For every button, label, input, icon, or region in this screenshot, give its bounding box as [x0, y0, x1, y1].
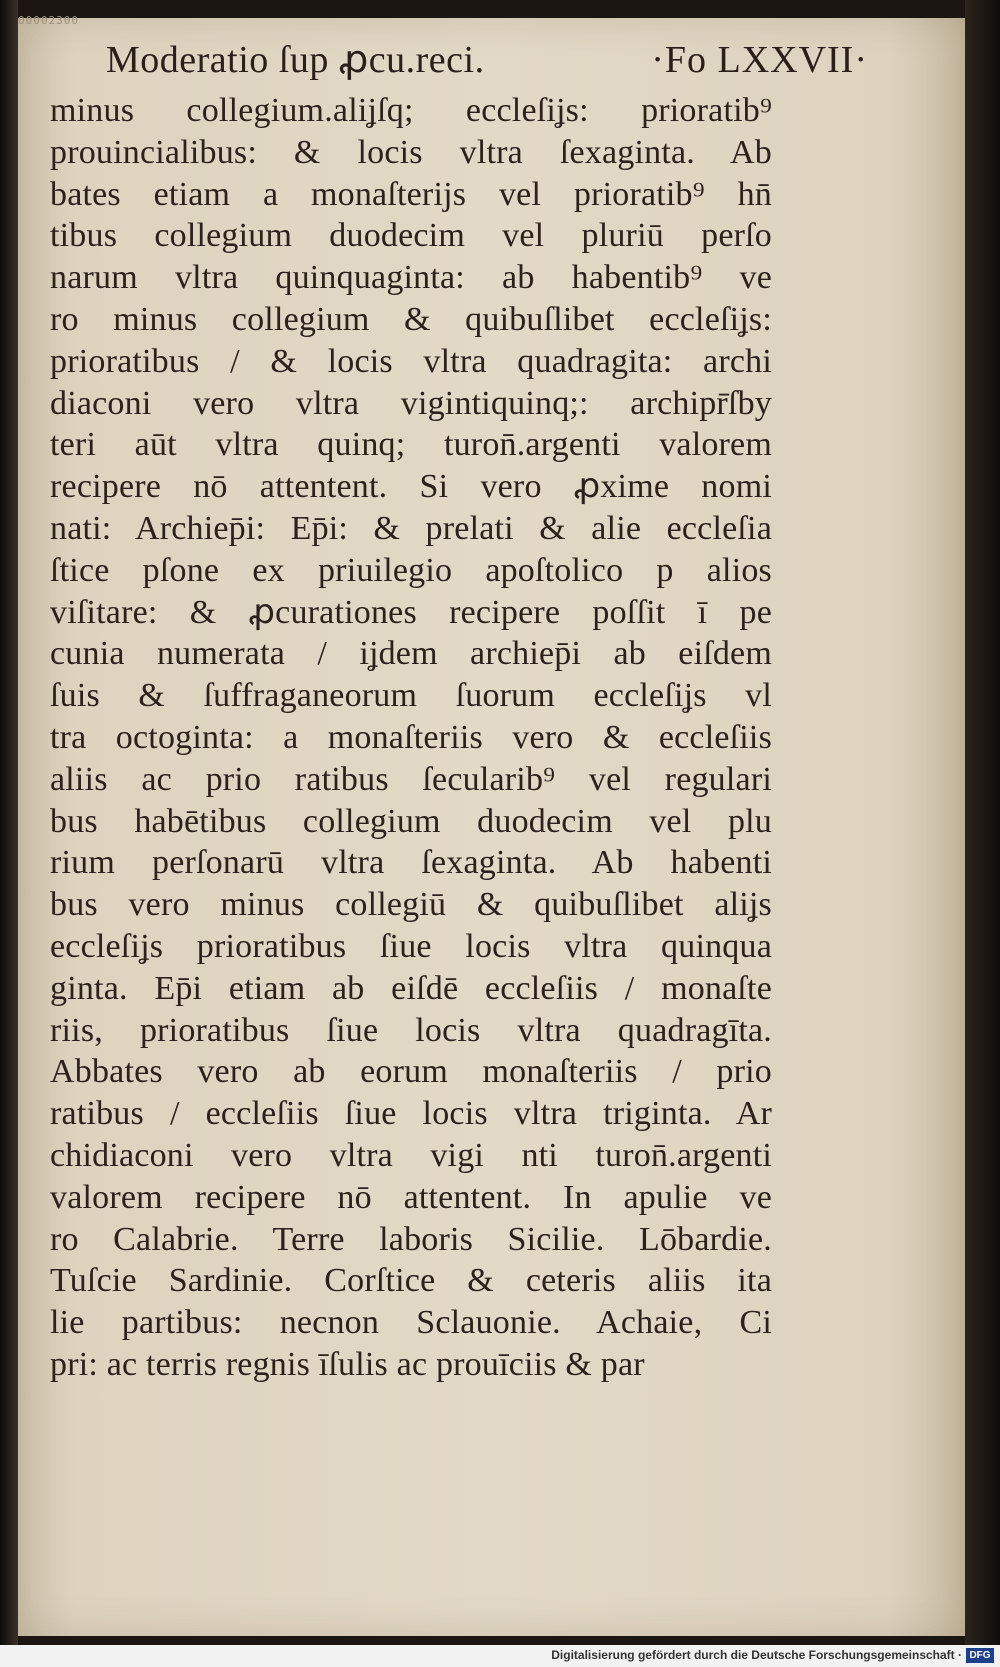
book-right-edge: [965, 0, 1000, 1667]
text-line: tra octoginta: a monaſteriis vero & eccleſiis: [50, 718, 772, 756]
text-line: viſitare: & ꝓcurationes recipere poſſit ī pe: [50, 593, 772, 631]
text-line: Tuſcie Sardinie. Corſtice & ceteris aliis ita: [50, 1262, 772, 1300]
scan-label: 00002300: [18, 14, 79, 27]
text-line: rium perſonarū vltra ſexaginta. Ab habenti: [50, 844, 772, 882]
text-line: bus habētibus collegium duodecim vel plu: [50, 802, 772, 840]
text-line: diaconi vero vltra vigintiquinq;: archipr̄ſby: [50, 384, 772, 422]
funding-credit: Digitalisierung gefördert durch die Deutsche Forschungsgemeinschaft ·: [551, 1648, 962, 1662]
dfg-logo-icon: DFG: [966, 1648, 994, 1663]
text-line: ginta. Ep̄i etiam ab eiſdē eccleſiis / monaſte: [50, 969, 772, 1007]
text-line: narum vltra quinquaginta: ab habentib⁹ ve: [50, 259, 772, 297]
text-line: lie partibus: necnon Sclauonie. Achaie, Ci: [50, 1304, 772, 1342]
text-line: riis, prioratibus ſiue locis vltra quadragīta.: [50, 1011, 772, 1049]
text-line: pri: ac terris regnis īſulis ac prouīciis & par: [50, 1345, 645, 1383]
text-line: ſuis & ſuffraganeorum ſuorum eccleſiʝs vl: [50, 677, 772, 715]
text-line: tibus collegium duodecim vel pluriū perſo: [50, 217, 772, 255]
text-line: Abbates vero ab eorum monaſteriis / prio: [50, 1053, 772, 1091]
text-line: bus vero minus collegiū & quibuſlibet aliʝs: [50, 886, 772, 924]
body-text: [50, 90, 772, 1386]
text-line: chidiaconi vero vltra vigi nti turon̄.argenti: [50, 1136, 772, 1174]
text-line: nati: Archiep̄i: Ep̄i: & prelati & alie eccleſia: [50, 509, 772, 547]
text-line: ratibus / eccleſiis ſiue locis vltra triginta. Ar: [50, 1095, 772, 1133]
text-line: ſtice pſone ex priuilegio apoſtolico p alios: [50, 551, 772, 589]
footer-bar: [0, 1645, 1000, 1667]
text-line: prioratibus / & locis vltra quadragita: archi: [50, 342, 772, 380]
text-line: ro minus collegium & quibuſlibet eccleſiʝs:: [50, 300, 772, 338]
text-line: valorem recipere nō attentent. In apulie ve: [50, 1178, 772, 1216]
text-line: recipere nō attentent. Si vero ꝓxime nomi: [50, 468, 772, 506]
text-line: ro Calabrie. Terre laboris Sicilie. Lōbardie.: [50, 1220, 772, 1258]
text-line: aliis ac prio ratibus ſecularib⁹ vel regulari: [50, 760, 772, 798]
text-line: minus collegium.aliʝſq; eccleſiʝs: prioratib⁹: [50, 92, 772, 129]
text-line: bates etiam a monaſterijs vel prioratib⁹ hn̄: [50, 175, 772, 213]
folio-number: ·Fo LXXVII·: [651, 39, 868, 81]
running-head-title: Moderatio ſup ꝓcu.reci.: [106, 39, 485, 81]
text-line: eccleſiʝs prioratibus ſiue locis vltra quinqua: [50, 927, 772, 965]
text-line: prouincialibus: & locis vltra ſexaginta. Ab: [50, 133, 772, 171]
text-line: teri aūt vltra quinq; turon̄.argenti valorem: [50, 426, 772, 464]
running-head: [78, 32, 868, 88]
book-left-edge: [0, 0, 18, 1667]
text-line: cunia numerata / iʝdem archiep̄i ab eiſdem: [50, 635, 772, 673]
